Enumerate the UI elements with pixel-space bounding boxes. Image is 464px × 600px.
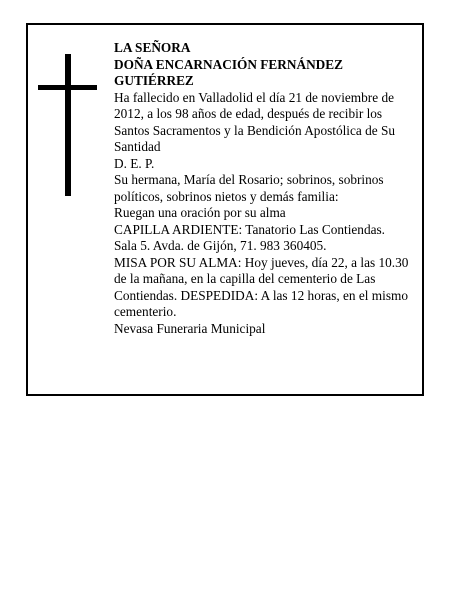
body-line: Ha fallecido en Valladolid el día 21 de noviembre de — [114, 89, 395, 105]
family-line: Su hermana, María del Rosario; sobrinos, sobrinos — [114, 172, 384, 187]
deceased-surname-line: GUTIÉRREZ — [114, 73, 194, 88]
rip-line: D. E. P. — [114, 155, 155, 171]
obituary-notice — [26, 23, 424, 396]
deceased-name-line: DOÑA ENCARNACIÓN FERNÁNDEZ — [114, 56, 344, 72]
farewell-line: cementerio. — [114, 304, 177, 319]
body-line: 2012, a los 98 años de edad, después de recibir los — [114, 106, 383, 121]
funeral-home-line: Nevasa Funeraria Municipal — [114, 320, 266, 336]
chapel-line: CAPILLA ARDIENTE: Tanatorio Las Contiendas. — [114, 221, 386, 237]
cross-icon — [65, 54, 71, 196]
mass-line: MISA POR SU ALMA: Hoy jueves, día 22, a las 10.30 — [114, 254, 409, 270]
farewell-line: Contiendas. DESPEDIDA: A las 12 horas, en el mismo — [114, 287, 408, 303]
title-line: LA SEÑORA — [114, 40, 191, 55]
obituary-text — [114, 40, 414, 337]
family-line: políticos, sobrinos nietos y demás familia: — [114, 188, 339, 204]
body-line: Santos Sacramentos y la Bendición Apostólica de Su — [114, 122, 396, 138]
prayer-line: Ruegan una oración por su alma — [114, 205, 286, 220]
chapel-address-line: Sala 5. Avda. de Gijón, 71. 983 360405. — [114, 238, 327, 253]
mass-line: de la mañana, en la capilla del cementerio de Las — [114, 271, 376, 286]
cross-icon-bar — [38, 85, 97, 90]
body-line: Santidad — [114, 139, 161, 154]
